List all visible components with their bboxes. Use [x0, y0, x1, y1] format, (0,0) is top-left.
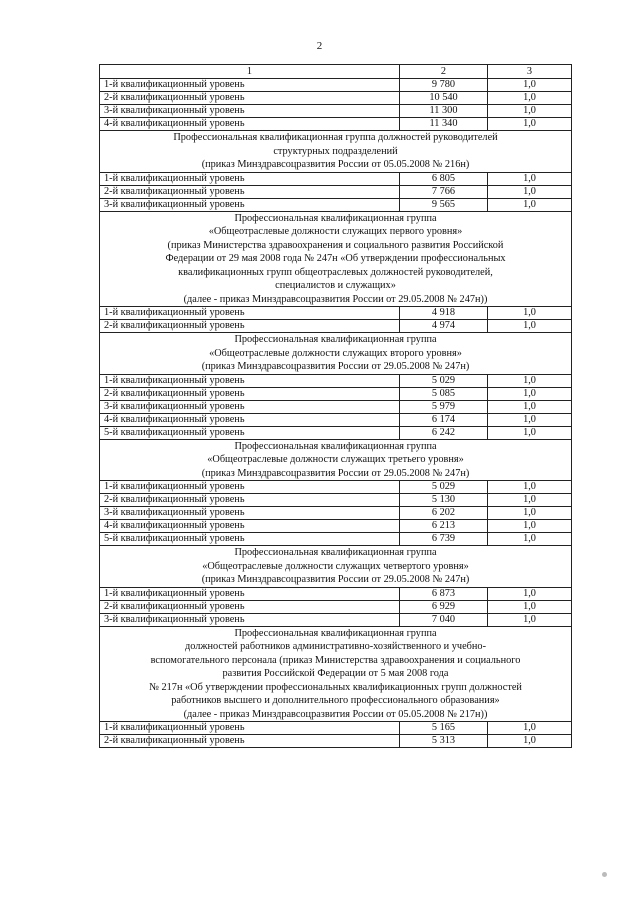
qualification-level-cell: 1-й квалификационный уровень	[100, 374, 400, 387]
group-title-line: специалистов и служащих»	[275, 280, 396, 291]
group-title	[100, 626, 572, 722]
group-title-line: Профессиональная квалификационная группа	[234, 440, 437, 452]
group-title-line: развития Российской Федерации от 5 мая 2008 года	[222, 668, 449, 679]
qualification-level-cell: 3-й квалификационный уровень	[100, 198, 400, 211]
table-row	[100, 600, 572, 613]
salary-value-cell: 9 565	[400, 198, 488, 211]
table-row	[100, 481, 572, 494]
salary-value-cell: 6 929	[400, 600, 488, 613]
group-header-row	[100, 626, 572, 722]
salary-value-cell: 6 202	[400, 507, 488, 520]
table-row	[100, 400, 572, 413]
qualification-level-cell: 4-й квалификационный уровень	[100, 520, 400, 533]
salary-value-cell: 5 029	[400, 374, 488, 387]
salary-value-cell: 6 805	[400, 172, 488, 185]
group-title-line: «Общеотраслевые должности служащих второго уровня»	[209, 347, 462, 359]
column-number: 3	[488, 65, 572, 79]
group-title	[100, 546, 572, 588]
table-row	[100, 494, 572, 507]
qualification-level-cell: 4-й квалификационный уровень	[100, 413, 400, 426]
group-header-row	[100, 546, 572, 588]
group-header-row	[100, 333, 572, 375]
coefficient-cell: 1,0	[488, 320, 572, 333]
salary-value-cell: 6 873	[400, 587, 488, 600]
coefficient-cell: 1,0	[488, 426, 572, 439]
coefficient-cell: 1,0	[488, 494, 572, 507]
coefficient-cell: 1,0	[488, 118, 572, 131]
salary-value-cell: 5 979	[400, 400, 488, 413]
group-title-line: Профессиональная квалификационная группа	[234, 334, 437, 345]
group-title-line: вспомогательного персонала (приказ Министерства здравоохранения и социального	[150, 654, 521, 666]
qualification-level-cell: 2-й квалификационный уровень	[100, 320, 400, 333]
qualification-level-cell: 2-й квалификационный уровень	[100, 92, 400, 105]
table-row	[100, 79, 572, 92]
table-row	[100, 172, 572, 185]
qualification-level-cell: 2-й квалификационный уровень	[100, 387, 400, 400]
qualification-level-cell: 3-й квалификационный уровень	[100, 400, 400, 413]
salary-value-cell: 5 313	[400, 735, 488, 748]
salary-value-cell: 4 974	[400, 320, 488, 333]
salary-value-cell: 5 165	[400, 722, 488, 735]
salary-value-cell: 6 242	[400, 426, 488, 439]
salary-value-cell: 4 918	[400, 307, 488, 320]
table-row	[100, 374, 572, 387]
qualification-level-cell: 1-й квалификационный уровень	[100, 481, 400, 494]
group-title-line: (приказ Минздравсоцразвития России от 29.05.2008 № 247н)	[201, 361, 470, 372]
coefficient-cell: 1,0	[488, 307, 572, 320]
salary-value-cell: 6 213	[400, 520, 488, 533]
group-title-line: (далее - приказ Минздравсоцразвития России от 05.05.2008 № 217н))	[183, 708, 488, 720]
group-title-line: квалификационных групп общеотраслевых должностей руководителей,	[178, 266, 493, 278]
coefficient-cell: 1,0	[488, 374, 572, 387]
coefficient-cell: 1,0	[488, 722, 572, 735]
coefficient-cell: 1,0	[488, 735, 572, 748]
coefficient-cell: 1,0	[488, 198, 572, 211]
coefficient-cell: 1,0	[488, 185, 572, 198]
group-title-line: «Общеотраслевые должности служащих первого уровня»	[208, 226, 463, 237]
qualification-level-cell: 5-й квалификационный уровень	[100, 533, 400, 546]
table-row	[100, 426, 572, 439]
salary-value-cell: 6 739	[400, 533, 488, 546]
column-number: 2	[400, 65, 488, 79]
group-title-line: (приказ Минздравсоцразвития России от 05.05.2008 № 216н)	[201, 159, 470, 170]
qualification-level-cell: 2-й квалификационный уровень	[100, 600, 400, 613]
group-title-line: должностей работников административно-хозяйственного и учебно-	[185, 641, 486, 652]
salary-value-cell: 9 780	[400, 79, 488, 92]
coefficient-cell: 1,0	[488, 79, 572, 92]
coefficient-cell: 1,0	[488, 92, 572, 105]
qualification-level-cell: 1-й квалификационный уровень	[100, 172, 400, 185]
salary-value-cell: 7 040	[400, 613, 488, 626]
coefficient-cell: 1,0	[488, 481, 572, 494]
qualification-level-cell: 1-й квалификационный уровень	[100, 79, 400, 92]
salary-value-cell: 11 300	[400, 105, 488, 118]
salary-table	[99, 64, 572, 748]
group-title-line: «Общеотраслевые должности служащих четвертого уровня»	[202, 560, 469, 572]
group-title	[100, 333, 572, 375]
group-title-line: Профессиональная квалификационная группа	[234, 627, 437, 639]
table-row	[100, 613, 572, 626]
coefficient-cell: 1,0	[488, 172, 572, 185]
qualification-level-cell: 2-й квалификационный уровень	[100, 185, 400, 198]
table-row	[100, 520, 572, 533]
column-number: 1	[100, 65, 400, 79]
coefficient-cell: 1,0	[488, 600, 572, 613]
page-number: 2	[316, 40, 323, 52]
qualification-level-cell: 4-й квалификационный уровень	[100, 118, 400, 131]
group-title-line: № 217н «Об утверждении профессиональных квалификационных групп должностей	[149, 681, 522, 693]
qualification-level-cell: 3-й квалификационный уровень	[100, 105, 400, 118]
table-row	[100, 118, 572, 131]
table-row	[100, 735, 572, 748]
qualification-level-cell: 5-й квалификационный уровень	[100, 426, 400, 439]
group-header-row	[100, 439, 572, 481]
group-title-line: «Общеотраслевые должности служащих третьего уровня»	[207, 454, 464, 465]
group-title-line: (далее - приказ Минздравсоцразвития России от 29.05.2008 № 247н))	[183, 293, 488, 305]
qualification-level-cell: 2-й квалификационный уровень	[100, 494, 400, 507]
qualification-level-cell: 2-й квалификационный уровень	[100, 735, 400, 748]
table-row	[100, 722, 572, 735]
qualification-level-cell: 1-й квалификационный уровень	[100, 587, 400, 600]
salary-value-cell: 10 540	[400, 92, 488, 105]
qualification-level-cell: 1-й квалификационный уровень	[100, 307, 400, 320]
group-header-row	[100, 131, 572, 173]
coefficient-cell: 1,0	[488, 520, 572, 533]
table-row	[100, 92, 572, 105]
qualification-level-cell: 3-й квалификационный уровень	[100, 507, 400, 520]
table-row	[100, 198, 572, 211]
coefficient-cell: 1,0	[488, 105, 572, 118]
group-title-line: (приказ Минздравсоцразвития России от 29.05.2008 № 247н)	[201, 467, 470, 479]
salary-value-cell: 5 130	[400, 494, 488, 507]
qualification-level-cell: 1-й квалификационный уровень	[100, 722, 400, 735]
table-row	[100, 533, 572, 546]
table-row	[100, 185, 572, 198]
qualification-level-cell: 3-й квалификационный уровень	[100, 613, 400, 626]
coefficient-cell: 1,0	[488, 400, 572, 413]
group-title-line: Профессиональная квалификационная группа	[234, 212, 437, 224]
group-title-line: Федерации от 29 мая 2008 года № 247н «Об утверждении профессиональных	[165, 253, 506, 264]
salary-table-body	[100, 65, 572, 748]
table-row	[100, 587, 572, 600]
group-title-line: структурных подразделений	[273, 145, 398, 157]
coefficient-cell: 1,0	[488, 533, 572, 546]
group-title-line: работников высшего и дополнительного профессионального образования»	[171, 695, 500, 706]
coefficient-cell: 1,0	[488, 387, 572, 400]
salary-value-cell: 5 085	[400, 387, 488, 400]
salary-value-cell: 5 029	[400, 481, 488, 494]
group-title-line: Профессиональная квалификационная группа	[234, 547, 437, 558]
group-header-row	[100, 211, 572, 307]
scan-mark	[602, 872, 607, 877]
group-title	[100, 131, 572, 173]
coefficient-cell: 1,0	[488, 587, 572, 600]
salary-value-cell: 7 766	[400, 185, 488, 198]
group-title-line: Профессиональная квалификационная группа должностей руководителей	[173, 132, 498, 143]
coefficient-cell: 1,0	[488, 507, 572, 520]
group-title-line: (приказ Министерства здравоохранения и социального развития Российской	[167, 239, 504, 251]
salary-value-cell: 6 174	[400, 413, 488, 426]
column-number-row	[100, 65, 572, 79]
salary-value-cell: 11 340	[400, 118, 488, 131]
table-row	[100, 387, 572, 400]
table-row	[100, 320, 572, 333]
group-title-line: (приказ Минздравсоцразвития России от 29.05.2008 № 247н)	[201, 574, 470, 585]
coefficient-cell: 1,0	[488, 613, 572, 626]
table-row	[100, 307, 572, 320]
table-row	[100, 105, 572, 118]
table-row	[100, 507, 572, 520]
table-row	[100, 413, 572, 426]
group-title	[100, 439, 572, 481]
coefficient-cell: 1,0	[488, 413, 572, 426]
group-title	[100, 211, 572, 307]
